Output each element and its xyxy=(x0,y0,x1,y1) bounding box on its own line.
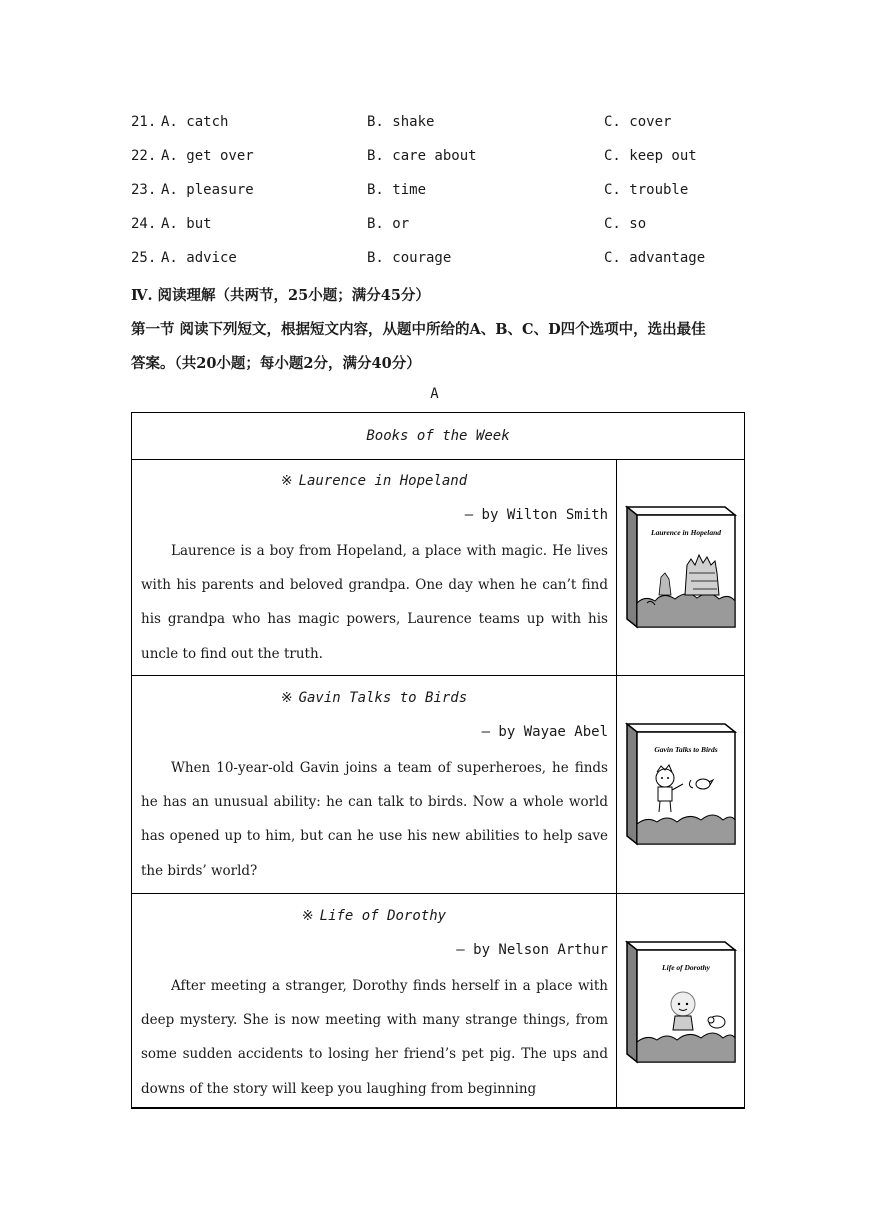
book-cover-boy-bird-icon xyxy=(625,720,737,846)
question-number: 22. xyxy=(131,148,157,164)
book-cover-cell xyxy=(617,676,744,893)
option-row-24 xyxy=(131,212,751,246)
option-row-22 xyxy=(131,144,751,178)
book-text-cell xyxy=(132,676,617,893)
option-a: A. pleasure xyxy=(161,182,254,198)
book-cover-cell xyxy=(617,894,744,1108)
part-heading-line1: 第一节 阅读下列短文，根据短文内容，从题中所给的A、B、C、D四个选项中，选出最佳 xyxy=(131,321,706,338)
option-c: C. so xyxy=(604,216,647,232)
reference-mark-icon: ※ xyxy=(280,473,293,489)
option-b: B. courage xyxy=(367,250,452,266)
question-number: 24. xyxy=(131,216,157,232)
passage-label: A xyxy=(430,386,439,402)
table-title: Books of the Week xyxy=(132,413,744,460)
option-b: B. or xyxy=(367,216,410,232)
option-row-25 xyxy=(131,246,751,280)
books-table xyxy=(131,412,745,1109)
option-row-23 xyxy=(131,178,751,212)
book-row xyxy=(132,676,744,894)
book-description-text: Laurence is a boy from Hopeland, a place with magic. He lives with his parents and beloved grandpa. One day when he can’t find his grandpa who has magic powers, Laurence teams up with his uncle to find out the truth. xyxy=(141,543,608,662)
option-c: C. advantage xyxy=(604,250,706,266)
book-author: — by Nelson Arthur xyxy=(456,942,608,958)
cover-title: Life of Dorothy xyxy=(662,963,710,972)
option-a: A. advice xyxy=(161,250,237,266)
book-cover-castle-icon xyxy=(625,503,737,629)
reference-mark-icon: ※ xyxy=(301,908,314,924)
option-b: B. time xyxy=(367,182,427,198)
question-number: 23. xyxy=(131,182,157,198)
book-title xyxy=(132,690,616,706)
book-cover-cell xyxy=(617,459,744,675)
option-c: C. trouble xyxy=(604,182,689,198)
book-author: — by Wilton Smith xyxy=(464,507,608,523)
book-description-text: When 10-year-old Gavin joins a team of superheroes, he finds he has an unusual ability: he can talk to birds. Now a whole world has opened up to him, but can he use his new abilities to help save the birds’ world? xyxy=(141,760,608,879)
part-heading-line2: 答案。（共20小题；每小题2分，满分40分） xyxy=(131,355,421,372)
cover-title: Laurence in Hopeland xyxy=(650,528,722,537)
book-title-text: Life of Dorothy xyxy=(319,908,447,924)
option-b: B. shake xyxy=(367,114,435,130)
book-row xyxy=(132,459,744,676)
book-description xyxy=(141,751,608,888)
option-a: A. but xyxy=(161,216,212,232)
book-description xyxy=(141,534,608,671)
book-row xyxy=(132,894,744,1108)
option-row-21 xyxy=(131,110,751,144)
book-text-cell xyxy=(132,459,617,675)
book-title-text: Gavin Talks to Birds xyxy=(298,690,468,706)
book-title-text: Laurence in Hopeland xyxy=(298,473,468,489)
book-description xyxy=(141,969,608,1106)
option-b: B. care about xyxy=(367,148,477,164)
book-text-cell xyxy=(132,894,617,1108)
question-number: 21. xyxy=(131,114,157,130)
question-number: 25. xyxy=(131,250,157,266)
reference-mark-icon: ※ xyxy=(280,690,293,706)
section-heading: Ⅳ. 阅读理解（共两节，25小题；满分45分） xyxy=(131,287,430,304)
option-c: C. keep out xyxy=(604,148,697,164)
table-bottom-border xyxy=(131,1107,745,1109)
option-c: C. cover xyxy=(604,114,672,130)
cover-title: Gavin Talks to Birds xyxy=(654,745,718,754)
book-cover-girl-pig-icon xyxy=(625,938,737,1064)
answer-options xyxy=(131,110,751,280)
book-description-text: After meeting a stranger, Dorothy finds herself in a place with deep mystery. She is now meeting with many strange things, from some sudden accidents to losing her friend’s pet pig. The ups and downs of the story will keep you laughing from beginning xyxy=(141,978,608,1097)
book-title xyxy=(132,908,616,924)
option-a: A. get over xyxy=(161,148,254,164)
book-title xyxy=(132,473,616,489)
option-a: A. catch xyxy=(161,114,229,130)
book-author: — by Wayae Abel xyxy=(481,724,608,740)
